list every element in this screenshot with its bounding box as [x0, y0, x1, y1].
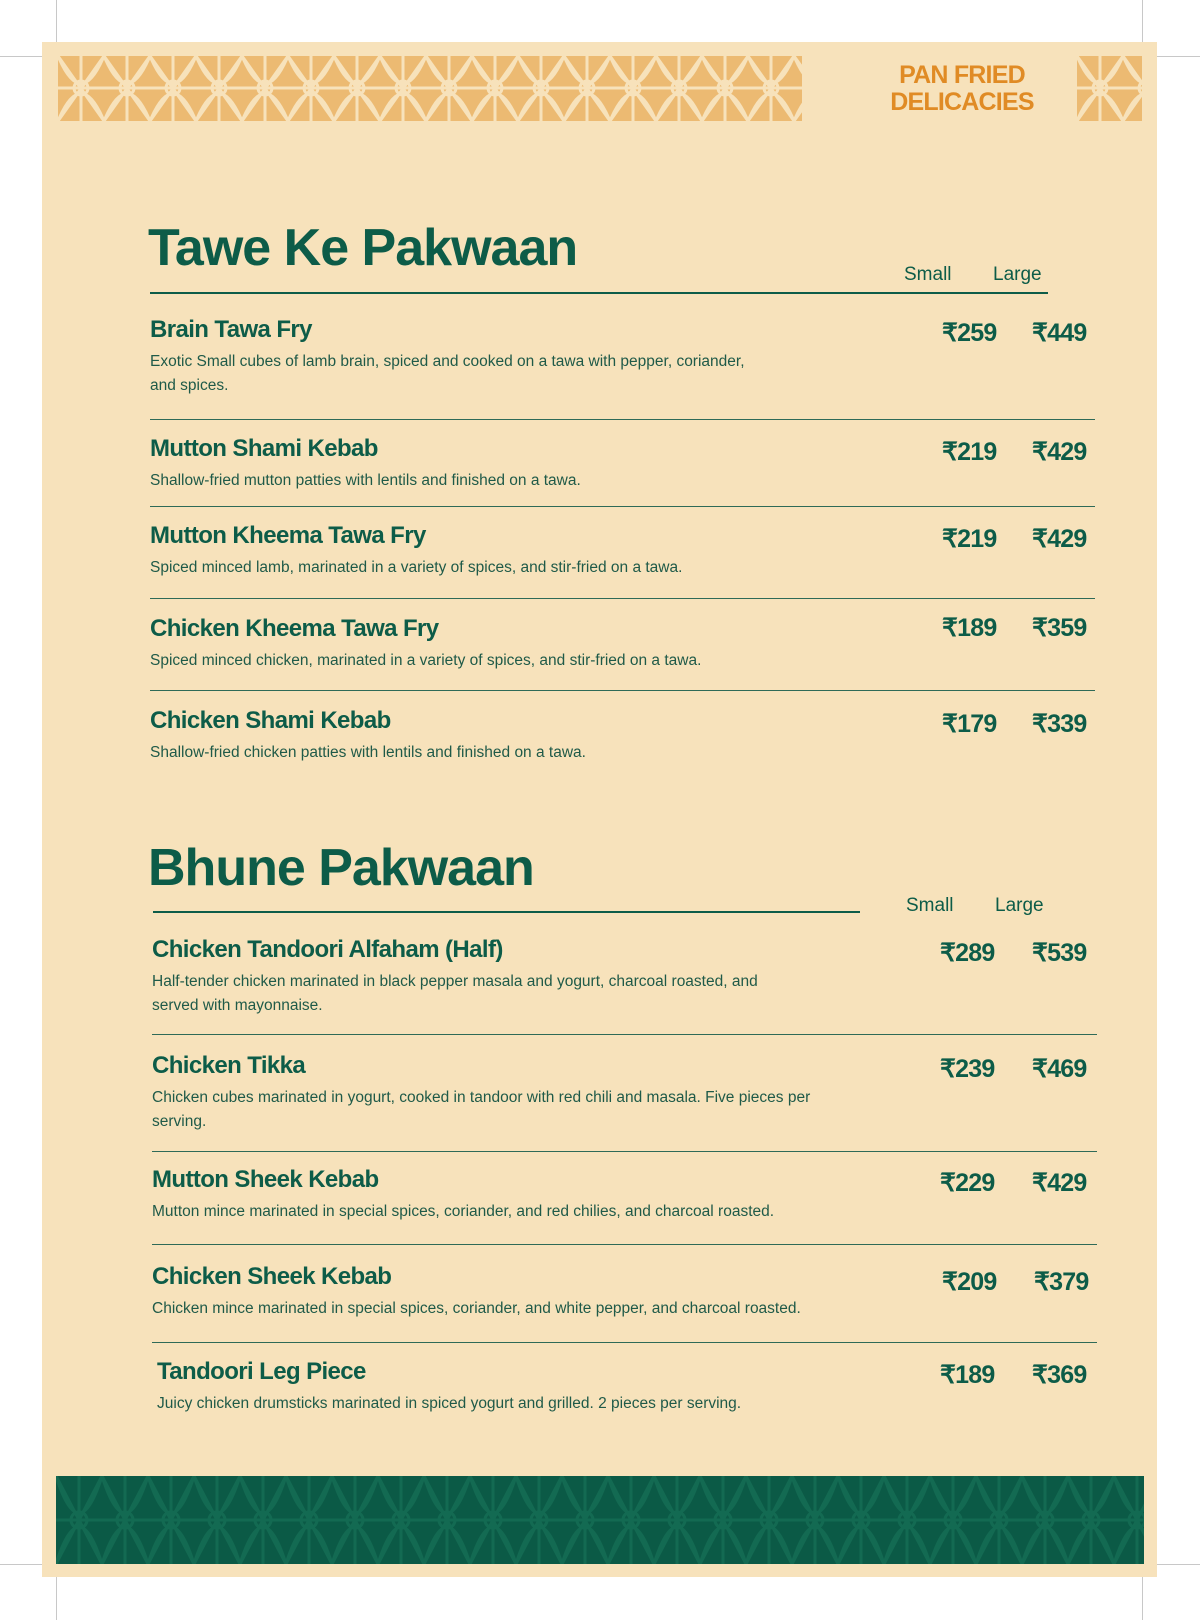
crop-mark — [1142, 1577, 1143, 1620]
item-description: Shallow-fried mutton patties with lentils and finished on a tawa. — [150, 472, 581, 489]
item-description: Spiced minced lamb, marinated in a variety of spices, and stir-fried on a tawa. — [150, 559, 683, 576]
price-large: ₹379 — [1034, 1268, 1089, 1296]
item-divider — [152, 1151, 1097, 1152]
price-small: ₹179 — [942, 710, 997, 738]
header-pattern — [58, 56, 802, 121]
item-description: Mutton mince marinated in special spices, coriander, and red chilies, and charcoal roasted. — [152, 1203, 775, 1220]
crop-mark — [0, 1564, 42, 1565]
price-large: ₹429 — [1032, 438, 1087, 466]
item-name: Chicken Tikka — [152, 1052, 306, 1079]
crop-mark — [1157, 56, 1200, 57]
item-divider — [150, 506, 1095, 507]
section-rule — [150, 292, 1048, 294]
item-name: Chicken Shami Kebab — [150, 707, 391, 734]
item-description: Half-tender chicken marinated in black pepper masala and yogurt, charcoal roasted, and served with mayonnaise. — [152, 973, 758, 1014]
price-small: ₹219 — [942, 438, 997, 466]
crop-mark — [56, 1577, 57, 1620]
item-divider — [152, 1244, 1097, 1245]
price-small: ₹229 — [940, 1169, 995, 1197]
item-name: Brain Tawa Fry — [150, 316, 312, 343]
item-description: Chicken mince marinated in special spices, coriander, and white pepper, and charcoal roasted. — [152, 1300, 801, 1317]
item-name: Chicken Tandoori Alfaham (Half) — [152, 936, 503, 963]
header-title-line1: PAN FRIED — [899, 61, 1025, 89]
item-name: Tandoori Leg Piece — [157, 1358, 366, 1385]
header-pattern-right — [1077, 56, 1142, 121]
header-title — [862, 62, 1062, 116]
price-small: ₹209 — [942, 1268, 997, 1296]
section-rule — [153, 911, 860, 913]
price-small: ₹289 — [940, 939, 995, 967]
item-name: Mutton Shami Kebab — [150, 435, 378, 462]
item-description: Juicy chicken drumsticks marinated in spiced yogurt and grilled. 2 pieces per serving. — [157, 1395, 742, 1412]
price-small: ₹239 — [940, 1055, 995, 1083]
section-title: Bhune Pakwaan — [148, 839, 534, 897]
item-name: Chicken Kheema Tawa Fry — [150, 615, 439, 642]
price-small: ₹219 — [942, 525, 997, 553]
header-title-line2: DELICACIES — [890, 88, 1034, 116]
price-large: ₹429 — [1032, 525, 1087, 553]
item-description: Chicken cubes marinated in yogurt, cooked in tandoor with red chili and masala. Five pieces per serving. — [152, 1089, 811, 1130]
crop-mark — [1142, 0, 1143, 42]
item-divider — [152, 1342, 1097, 1343]
item-name: Mutton Kheema Tawa Fry — [150, 522, 426, 549]
column-large-label: Large — [993, 264, 1042, 285]
price-large: ₹359 — [1032, 614, 1087, 642]
price-large: ₹449 — [1032, 319, 1087, 347]
price-large: ₹539 — [1032, 939, 1087, 967]
column-small-label: Small — [904, 264, 952, 285]
crop-mark — [0, 56, 42, 57]
item-divider — [150, 690, 1095, 691]
section-title: Tawe Ke Pakwaan — [148, 219, 578, 277]
item-description: Exotic Small cubes of lamb brain, spiced and cooked on a tawa with pepper, coriander, and spices. — [150, 353, 745, 394]
item-divider — [152, 1034, 1097, 1035]
item-description: Spiced minced chicken, marinated in a variety of spices, and stir-fried on a tawa. — [150, 652, 702, 669]
item-divider — [150, 598, 1095, 599]
price-large: ₹429 — [1032, 1169, 1087, 1197]
item-name: Mutton Sheek Kebab — [152, 1166, 379, 1193]
column-small-label: Small — [906, 895, 954, 916]
item-name: Chicken Sheek Kebab — [152, 1263, 392, 1290]
item-divider — [150, 419, 1095, 420]
price-small: ₹189 — [940, 1361, 995, 1389]
price-small: ₹189 — [942, 614, 997, 642]
price-large: ₹369 — [1032, 1361, 1087, 1389]
item-description: Shallow-fried chicken patties with lentils and finished on a tawa. — [150, 744, 586, 761]
menu-page — [42, 42, 1157, 1577]
footer-pattern — [56, 1476, 1144, 1564]
crop-mark — [56, 0, 57, 42]
column-large-label: Large — [995, 895, 1044, 916]
price-small: ₹259 — [942, 319, 997, 347]
price-large: ₹339 — [1032, 710, 1087, 738]
price-large: ₹469 — [1032, 1055, 1087, 1083]
crop-mark — [1157, 1564, 1200, 1565]
